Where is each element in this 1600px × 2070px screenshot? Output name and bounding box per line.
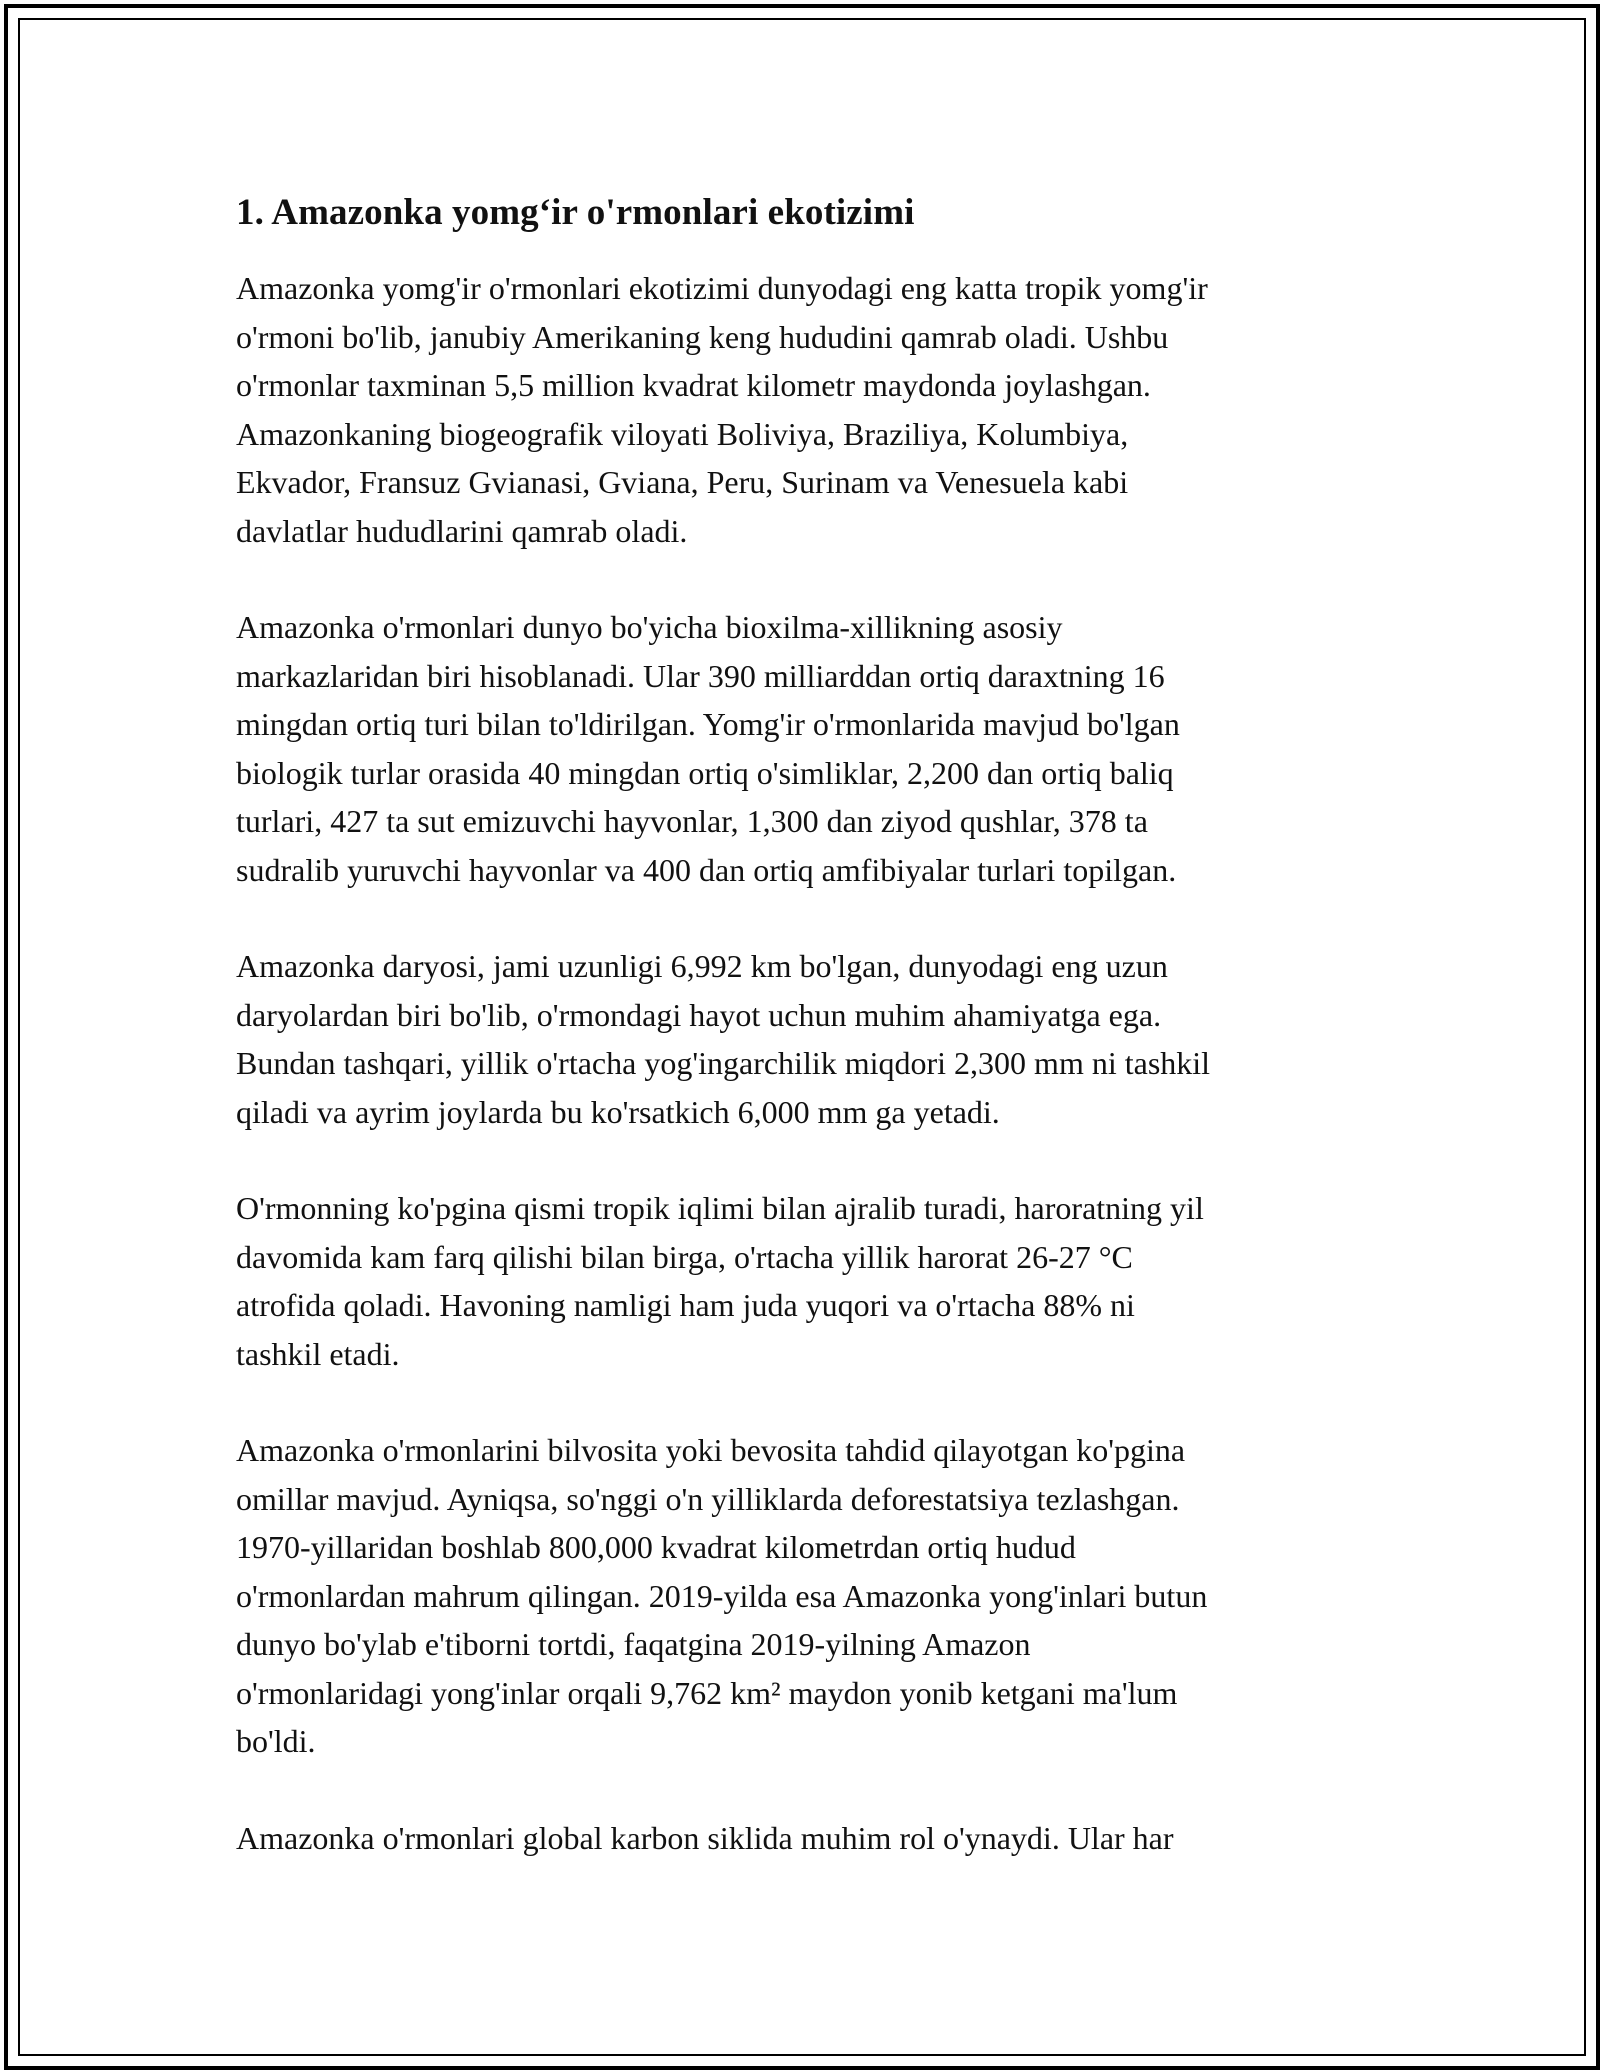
paragraph-threats (236, 1426, 1356, 1766)
text-line: daryolardan biri bo'lib, o'rmondagi hayot uchun muhim ahamiyatga ega. (236, 996, 1162, 1033)
paragraph-climate (236, 1184, 1356, 1378)
text-line: biologik turlar orasida 40 mingdan ortiq o'simliklar, 2,200 dan ortiq baliq (236, 754, 1174, 791)
text-line: Bundan tashqari, yillik o'rtacha yog'ingarchilik miqdori 2,300 mm ni tashkil (236, 1045, 1211, 1081)
paragraph-river (236, 942, 1356, 1136)
text-line: Amazonka yomg'ir o'rmonlari ekotizimi dunyodagi eng katta tropik yomg'ir (236, 270, 1208, 306)
text-line: o'rmonlardan mahrum qilingan. 2019-yilda esa Amazonka yong'inlari butun (236, 1577, 1208, 1614)
text-line: sudralib yuruvchi hayvonlar va 400 dan ortiq amfibiyalar turlari topilgan. (236, 851, 1177, 888)
text-line: o'rmonlaridagi yong'inlar orqali 9,762 km² maydon yonib ketgani ma'lum (236, 1674, 1178, 1711)
paragraph-biodiversity (236, 603, 1356, 894)
text-line: davlatlar hududlarini qamrab oladi. (236, 512, 688, 549)
text-line: davomida kam farq qilishi bilan birga, o'rtacha yillik harorat 26-27 °C (236, 1238, 1133, 1275)
text-line: O'rmonning ko'pgina qismi tropik iqlimi bilan ajralib turadi, haroratning yil (236, 1190, 1204, 1226)
text-line: tashkil etadi. (236, 1335, 400, 1372)
text-line: Amazonka daryosi, jami uzunligi 6,992 km bo'lgan, dunyodagi eng uzun (236, 948, 1168, 984)
text-line: omillar mavjud. Ayniqsa, so'nggi o'n yilliklarda deforestatsiya tezlashgan. (236, 1480, 1180, 1517)
text-line: Amazonka o'rmonlari global karbon siklida muhim rol o'ynaydi. Ular har (236, 1819, 1174, 1856)
text-line: turlari, 427 ta sut emizuvchi hayvonlar, 1,300 dan ziyod qushlar, 378 ta (236, 803, 1148, 839)
paragraph-overview (236, 264, 1356, 555)
text-line: 1970-yillaridan boshlab 800,000 kvadrat kilometrdan ortiq hudud (236, 1529, 1076, 1565)
text-line: o'rmoni bo'lib, janubiy Amerikaning keng hududini qamrab oladi. Ushbu (236, 318, 1169, 355)
text-line: o'rmonlar taxminan 5,5 million kvadrat kilometr maydonda joylashgan. (236, 367, 1151, 403)
document-title: 1. Amazonka yomg‘ir o'rmonlari ekotizimi (236, 192, 915, 233)
text-line: Amazonkaning biogeografik viloyati Boliviya, Braziliya, Kolumbiya, (236, 415, 1129, 452)
paragraph-carbon (236, 1814, 1356, 1863)
text-line: mingdan ortiq turi bilan to'ldirilgan. Yomg'ir o'rmonlarida mavjud bo'lgan (236, 706, 1180, 742)
document-body (236, 188, 1356, 1910)
text-line: bo'ldi. (236, 1723, 316, 1759)
text-line: Amazonka o'rmonlari dunyo bo'yicha bioxilma-xillikning asosiy (236, 609, 1063, 645)
text-line: markazlaridan biri hisoblanadi. Ular 390 milliarddan ortiq daraxtning 16 (236, 657, 1165, 694)
text-line: Ekvador, Fransuz Gvianasi, Gviana, Peru, Surinam va Venesuela kabi (236, 464, 1129, 500)
text-line: qiladi va ayrim joylarda bu ko'rsatkich 6,000 mm ga yetadi. (236, 1093, 1000, 1130)
text-line: Amazonka o'rmonlarini bilvosita yoki bevosita tahdid qilayotgan ko'pgina (236, 1432, 1186, 1468)
text-line: dunyo bo'ylab e'tiborni tortdi, faqatgina 2019-yilning Amazon (236, 1626, 1031, 1662)
text-line: atrofida qoladi. Havoning namligi ham juda yuqori va o'rtacha 88% ni (236, 1287, 1135, 1323)
